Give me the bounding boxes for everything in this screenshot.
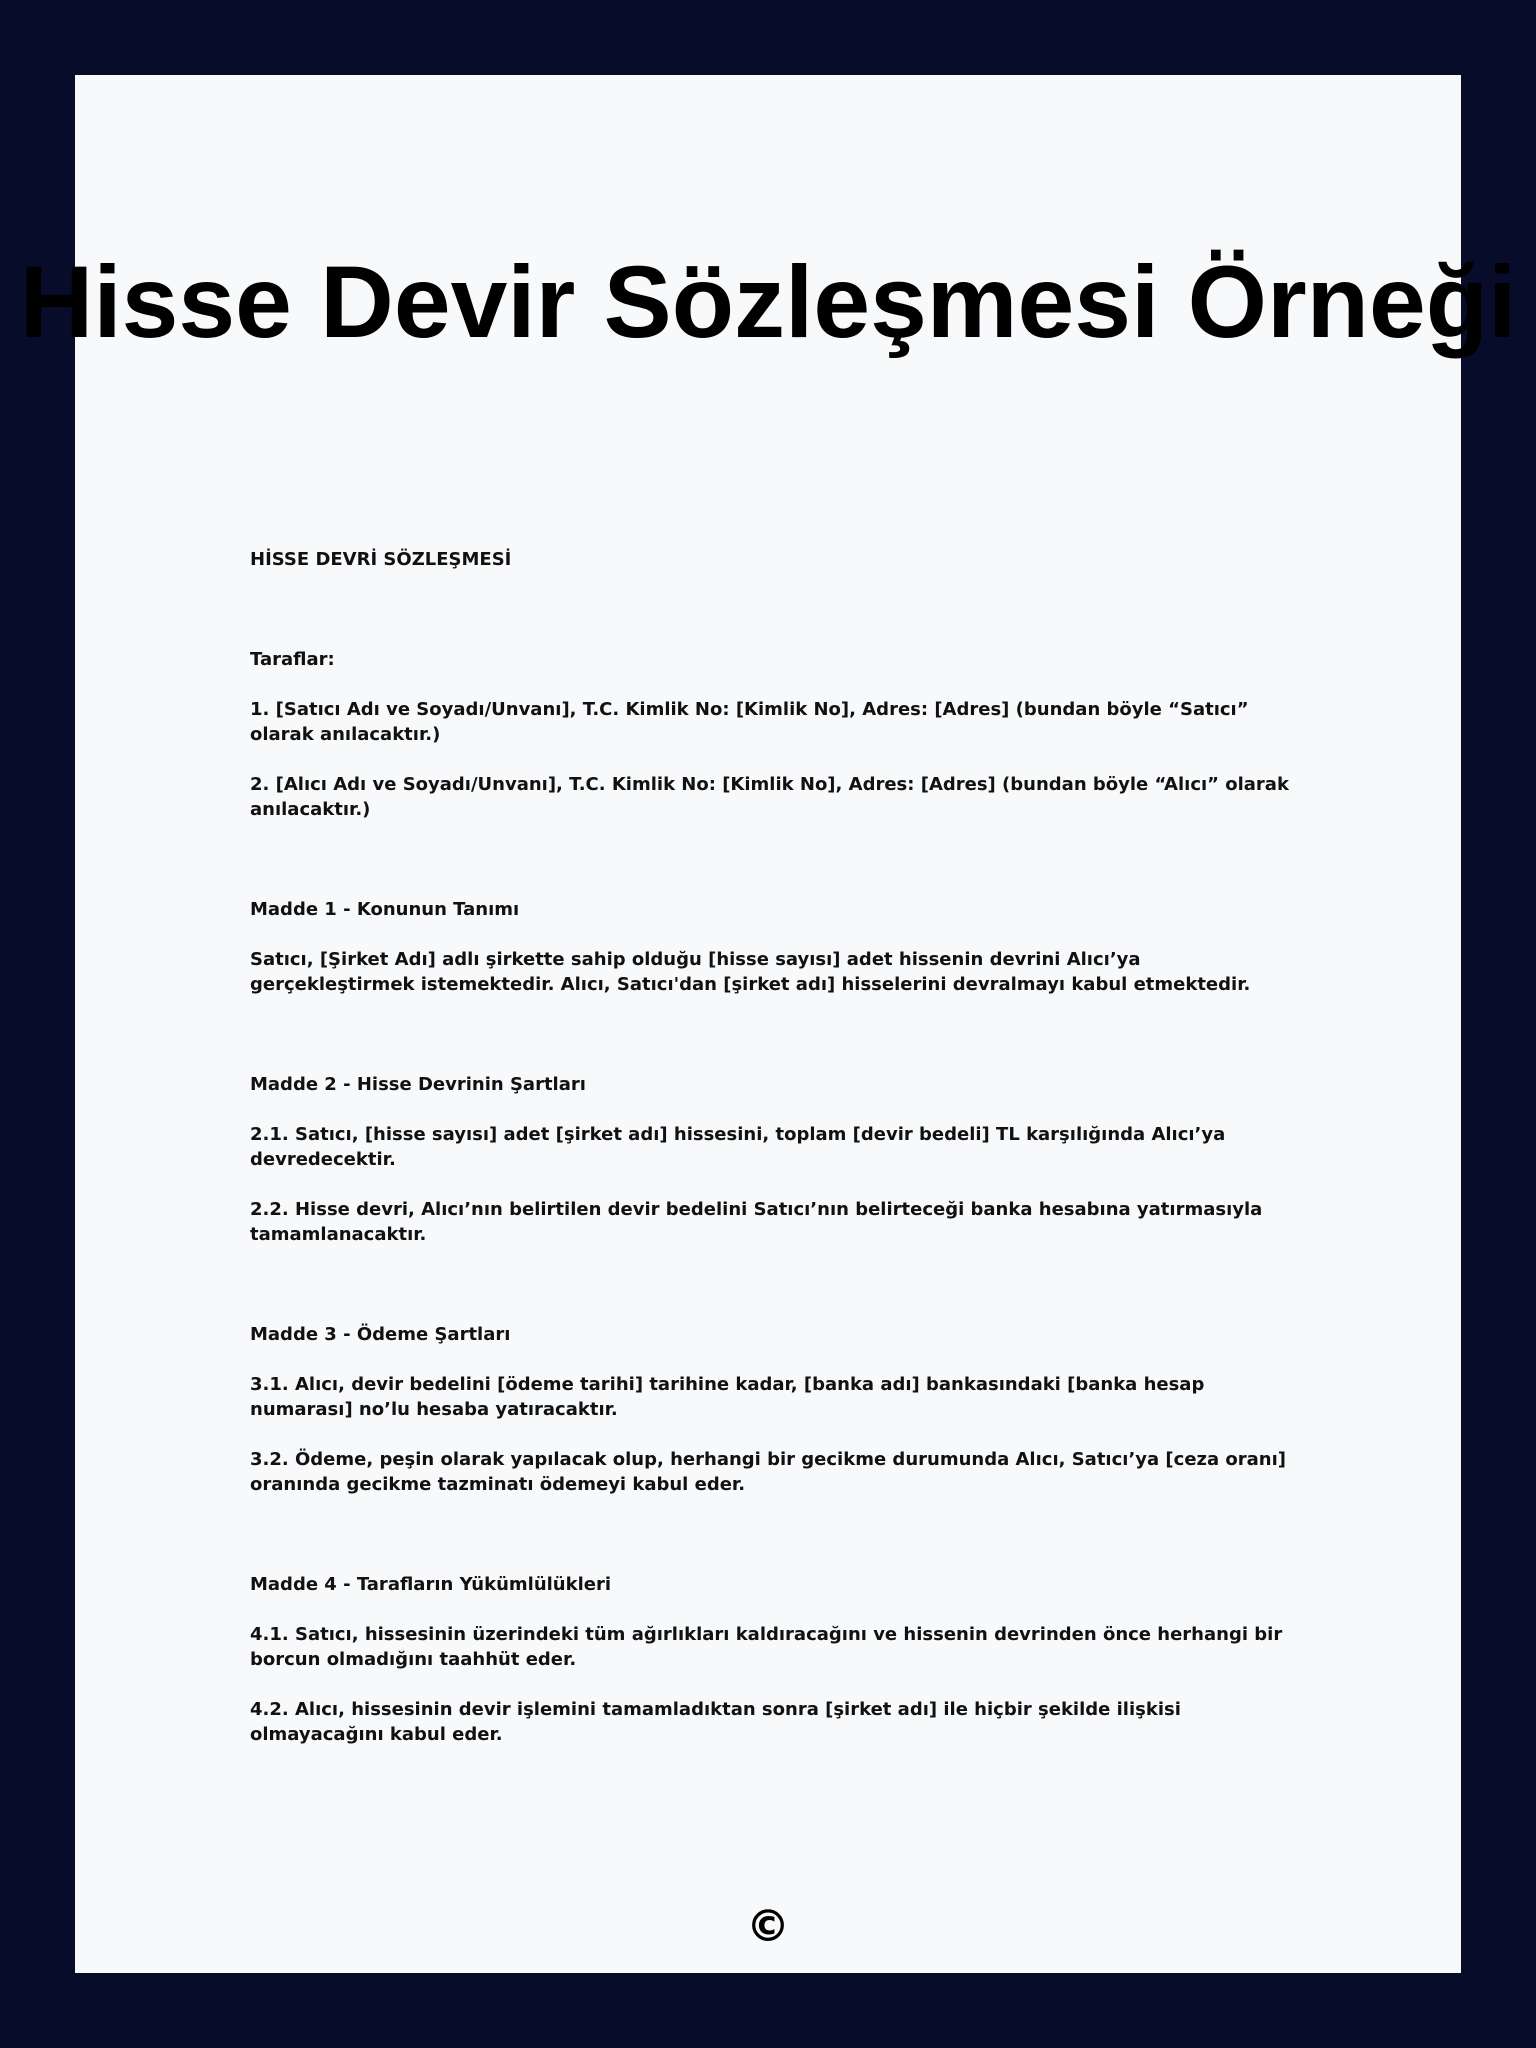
copyright-icon: © bbox=[746, 1901, 790, 1952]
parties-label: Taraflar: bbox=[250, 649, 335, 670]
article-3-paragraph-1: 3.1. Alıcı, devir bedelini [ödeme tarihi] tarihine kadar, [banka adı] bankasındaki [banka hesap numarası] no’lu hesaba yatıracaktır. bbox=[250, 1374, 1205, 1420]
document-title: Hisse Devir Sözleşmesi Örneği bbox=[19, 245, 1517, 359]
article-4-title: Madde 4 - Tarafların Yükümlülükleri bbox=[250, 1574, 612, 1595]
article-2-paragraph-2: 2.2. Hisse devri, Alıcı’nın belirtilen devir bedelini Satıcı’nın belirteceği banka hesabına yatırmasıyla tamamlanacaktır. bbox=[250, 1199, 1263, 1245]
article-3-paragraph-2: 3.2. Ödeme, peşin olarak yapılacak olup, herhangi bir gecikme durumunda Alıcı, Satıcı’ya [ceza oranı] oranında gecikme tazminatı ödemeyi kabul eder. bbox=[250, 1449, 1287, 1495]
article-1-paragraph: Satıcı, [Şirket Adı] adlı şirkette sahip olduğu [hisse sayısı] adet hissenin devrini Alıcı’ya gerçekleştirmek istemektedir. Alıcı, Satıcı'dan [şirket adı] hisselerini devralmayı kabul etmektedir. bbox=[250, 949, 1251, 995]
party-seller: 1. [Satıcı Adı ve Soyadı/Unvanı], T.C. Kimlik No: [Kimlik No], Adres: [Adres] (bundan böyle “Satıcı” olarak anılacaktır.) bbox=[250, 699, 1249, 745]
article-2-paragraph-1: 2.1. Satıcı, [hisse sayısı] adet [şirket adı] hissesini, toplam [devir bedeli] TL karşılığında Alıcı’ya devredecektir. bbox=[250, 1124, 1226, 1170]
contract-heading: HİSSE DEVRİ SÖZLEŞMESİ bbox=[250, 549, 512, 570]
article-3-title: Madde 3 - Ödeme Şartları bbox=[250, 1324, 511, 1345]
article-1-title: Madde 1 - Konunun Tanımı bbox=[250, 899, 520, 920]
party-buyer: 2. [Alıcı Adı ve Soyadı/Unvanı], T.C. Kimlik No: [Kimlik No], Adres: [Adres] (bundan böyle “Alıcı” olarak anılacaktır.) bbox=[250, 774, 1289, 820]
article-4-paragraph-1: 4.1. Satıcı, hissesinin üzerindeki tüm ağırlıkları kaldıracağını ve hissenin devrinden önce herhangi bir borcun olmadığını taahhüt eder. bbox=[250, 1624, 1283, 1670]
article-4-paragraph-2: 4.2. Alıcı, hissesinin devir işlemini tamamladıktan sonra [şirket adı] ile hiçbir şekilde ilişkisi olmayacağını kabul eder. bbox=[250, 1699, 1181, 1745]
document-body bbox=[250, 547, 1300, 1747]
article-2-title: Madde 2 - Hisse Devrinin Şartları bbox=[250, 1074, 586, 1095]
